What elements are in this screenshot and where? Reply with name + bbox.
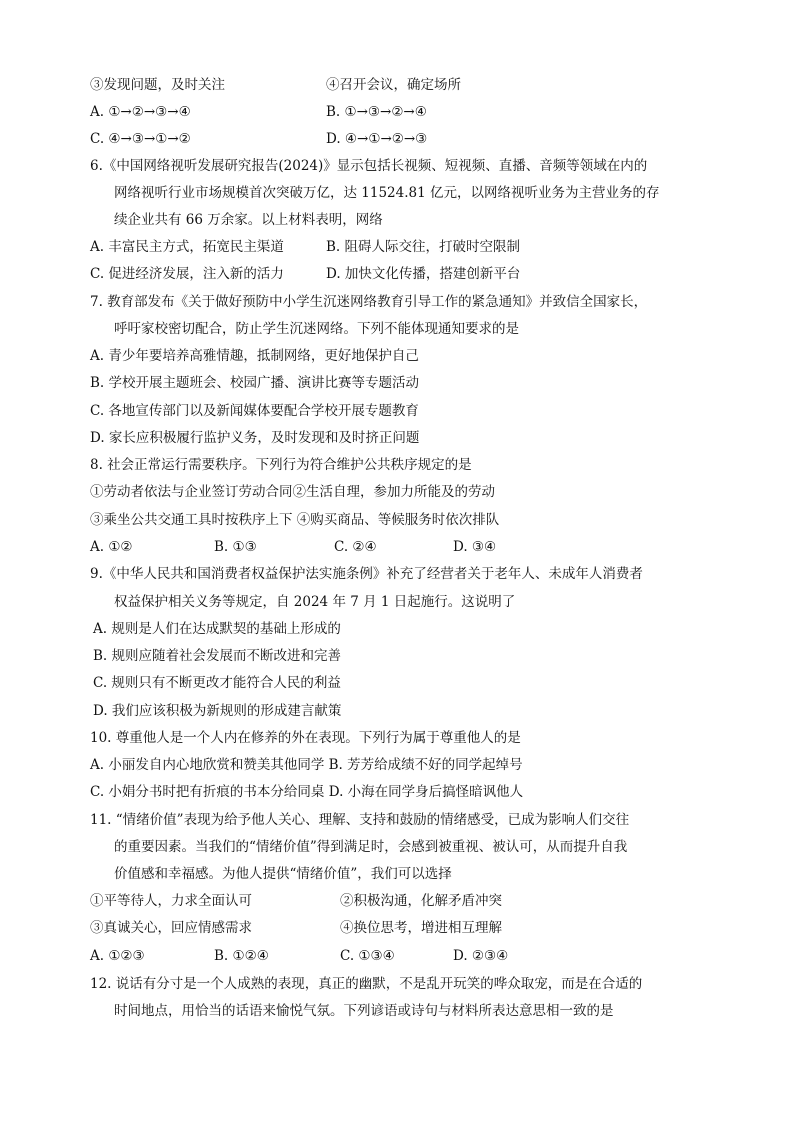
q6-choice-a: A. 丰富民主方式，拓宽民主渠道 bbox=[90, 239, 284, 255]
q6-stem-line-1: 6.《中国网络视听发展研究报告(2024)》显示包括长视频、短视频、直播、音频等领域在内的 bbox=[90, 158, 648, 174]
q8-options-row-1: ①劳动者依法与企业签订劳动合同②生活自理，参加力所能及的劳动 bbox=[90, 484, 495, 500]
q9-stem-line-1: 9.《中华人民共和国消费者权益保护法实施条例》补充了经营者关于老年人、未成年人消费者 bbox=[90, 566, 643, 582]
q6-choice-d: D. 加快文化传播，搭建创新平台 bbox=[326, 266, 521, 282]
q7-choice-a: A. 青少年要培养高雅情趣，抵制网络，更好地保护自己 bbox=[90, 348, 419, 364]
q6-choice-b: B. 阻碍人际交往，打破时空限制 bbox=[326, 239, 521, 255]
q9-choice-d: D. 我们应该积极为新规则的形成建言献策 bbox=[93, 703, 342, 719]
q11-option-4: ④换位思考，增进相互理解 bbox=[340, 920, 502, 936]
q11-option-2: ②积极沟通，化解矛盾冲突 bbox=[340, 893, 502, 909]
q9-choice-c: C. 规则只有不断更改才能符合人民的利益 bbox=[93, 675, 341, 691]
q7-stem-line-2: 呼吁家校密切配合，防止学生沉迷网络。下列不能体现通知要求的是 bbox=[114, 321, 519, 337]
q8-options-row-2: ③乘坐公共交通工具时按秩序上下 ④购买商品、等候服务时依次排队 bbox=[90, 512, 500, 528]
q9-stem-line-2: 权益保护相关义务等规定，自 2024 年 7 月 1 日起施行。这说明了 bbox=[114, 594, 516, 610]
q11-choice-c: C. ①③④ bbox=[340, 948, 395, 964]
q11-stem-line-2: 的重要因素。当我们的“情绪价值”得到满足时，会感到被重视、被认可，从而提升自我 bbox=[114, 839, 628, 855]
q8-choice-d: D. ③④ bbox=[453, 539, 497, 555]
q8-choice-c: C. ②④ bbox=[334, 539, 377, 555]
q7-choice-d: D. 家长应积极履行监护义务，及时发现和及时挤正问题 bbox=[90, 430, 420, 446]
q10-choices-cd: C. 小娟分书时把有折痕的书本分给同桌 D. 小海在同学身后搞怪暗讽他人 bbox=[90, 784, 524, 800]
q6-choice-c: C. 促进经济发展，注入新的活力 bbox=[90, 266, 284, 282]
q5-option-4: ④召开会议，确定场所 bbox=[326, 77, 461, 93]
q7-choice-c: C. 各地宣传部门以及新闻媒体要配合学校开展专题教育 bbox=[90, 403, 419, 419]
q6-stem-line-3: 续企业共有 66 万余家。以上材料表明，网络 bbox=[114, 212, 383, 228]
q7-choice-b: B. 学校开展主题班会、校园广播、演讲比赛等专题活动 bbox=[90, 375, 420, 391]
q8-stem-line-1: 8. 社会正常运行需要秩序。下列行为符合维护公共秩序规定的是 bbox=[90, 457, 472, 473]
q11-stem-line-1: 11. “情绪价值”表现为给予他人关心、理解、支持和鼓励的情绪感受，已成为影响人们交往 bbox=[90, 812, 630, 828]
q5-option-3: ③发现问题，及时关注 bbox=[90, 77, 225, 93]
q11-choice-b: B. ①②④ bbox=[214, 948, 269, 964]
q11-choice-a: A. ①②③ bbox=[90, 948, 145, 964]
q6-stem-line-2: 网络视听行业市场规模首次突破万亿，达 11524.81 亿元，以网络视听业务为主营业务的存 bbox=[114, 185, 660, 201]
q8-choice-a: A. ①② bbox=[90, 539, 133, 555]
q11-choice-d: D. ②③④ bbox=[453, 948, 509, 964]
q8-choice-b: B. ①③ bbox=[214, 539, 257, 555]
q9-choice-b: B. 规则应随着社会发展而不断改进和完善 bbox=[93, 648, 342, 664]
q5-choice-b: B. ①→③→②→④ bbox=[326, 104, 427, 120]
q7-stem-line-1: 7. 教育部发布《关于做好预防中小学生沉迷网络教育引导工作的紧急通知》并致信全国家长， bbox=[90, 294, 648, 310]
q10-choices-ab: A. 小丽发自内心地欣赏和赞美其他同学 B. 芳芳给成绩不好的同学起绰号 bbox=[90, 757, 523, 773]
q11-option-1: ①平等待人，力求全面认可 bbox=[90, 893, 252, 909]
q11-option-3: ③真诚关心，回应情感需求 bbox=[90, 920, 252, 936]
q10-stem-line-1: 10. 尊重他人是一个人内在修养的外在表现。下列行为属于尊重他人的是 bbox=[90, 730, 521, 746]
q5-choice-d: D. ④→①→②→③ bbox=[326, 131, 428, 147]
q9-choice-a: A. 规则是人们在达成默契的基础上形成的 bbox=[93, 621, 341, 637]
q12-stem-line-2: 时间地点，用恰当的话语来愉悦气氛。下列谚语或诗句与材料所表达意思相一致的是 bbox=[114, 1003, 614, 1019]
q5-choice-a: A. ①→②→③→④ bbox=[90, 104, 191, 120]
q12-stem-line-1: 12. 说话有分寸是一个人成熟的表现，真正的幽默，不是乱开玩笑的哗众取宠，而是在合适的 bbox=[90, 976, 643, 992]
q5-choice-c: C. ④→③→①→② bbox=[90, 131, 191, 147]
q11-stem-line-3: 价值感和幸福感。为他人提供“情绪价值”，我们可以选择 bbox=[114, 866, 452, 882]
